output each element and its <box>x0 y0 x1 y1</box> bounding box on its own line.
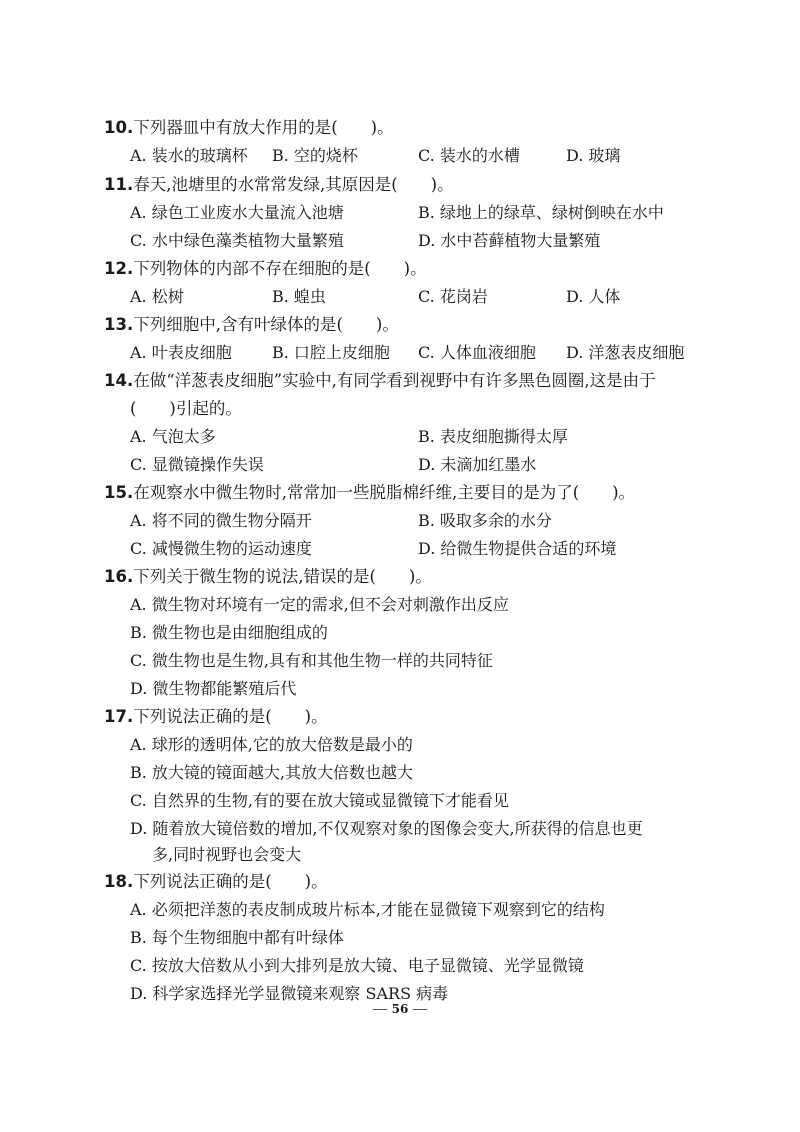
option-d: D. 给微生物提供合适的环境 <box>418 539 617 558</box>
option-b: B. 蝗虫 <box>272 287 326 306</box>
option-b: B. 绿地上的绿草、绿树倒映在水中 <box>418 203 664 222</box>
option-a: A. 将不同的微生物分隔开 <box>130 511 312 530</box>
question-stem: 下列说法正确的是( )。 <box>133 872 328 891</box>
option-c: C. 水中绿色藻类植物大量繁殖 <box>130 231 344 250</box>
question-16 <box>104 567 432 587</box>
option-c: C. 自然界的生物,有的要在放大镜或显微镜下才能看见 <box>130 791 509 810</box>
question-stem: 春天,池塘里的水常常发绿,其原因是( )。 <box>133 175 454 194</box>
question-number: 18. <box>104 872 134 891</box>
question-18 <box>104 872 328 892</box>
question-number: 13. <box>104 315 134 334</box>
option-a: A. 装水的玻璃杯 <box>130 146 248 165</box>
option-a: A. 微生物对环境有一定的需求,但不会对刺激作出反应 <box>130 595 509 614</box>
option-b: B. 吸取多余的水分 <box>418 511 552 530</box>
question-number: 11. <box>104 175 134 194</box>
option-d: D. 未滴加红墨水 <box>418 455 537 474</box>
question-number: 12. <box>104 259 134 278</box>
question-stem: 下列关于微生物的说法,错误的是( )。 <box>133 567 432 586</box>
question-15 <box>104 483 635 503</box>
option-b: B. 微生物也是由细胞组成的 <box>130 623 328 642</box>
divider <box>413 1009 427 1010</box>
option-d-continuation: 多,同时视野也会变大 <box>152 845 302 864</box>
option-a: A. 绿色工业废水大量流入池塘 <box>130 203 344 222</box>
option-b: B. 表皮细胞撕得太厚 <box>418 427 568 446</box>
question-number: 17. <box>104 707 134 726</box>
option-b: B. 每个生物细胞中都有叶绿体 <box>130 928 344 947</box>
page-number-text: 56 <box>391 1002 409 1016</box>
question-number: 16. <box>104 567 134 586</box>
question-13 <box>104 315 399 335</box>
question-stem: 下列器皿中有放大作用的是( )。 <box>133 118 394 137</box>
question-stem: 下列物体的内部不存在细胞的是( )。 <box>133 259 427 278</box>
option-c: C. 花岗岩 <box>418 287 488 306</box>
option-d: D. 科学家选择光学显微镜来观察 SARS 病毒 <box>130 984 449 1003</box>
question-stem: 在做“洋葱表皮细胞”实验中,有同学看到视野中有许多黑色圆圈,这是由于 <box>133 371 656 390</box>
option-a: A. 必须把洋葱的表皮制成玻片标本,才能在显微镜下观察到它的结构 <box>130 900 605 919</box>
option-d: D. 人体 <box>566 287 621 306</box>
option-c: C. 人体血液细胞 <box>418 343 536 362</box>
option-b: B. 空的烧杯 <box>272 146 358 165</box>
option-a: A. 叶表皮细胞 <box>130 343 232 362</box>
option-c: C. 按放大倍数从小到大排列是放大镜、电子显微镜、光学显微镜 <box>130 956 584 975</box>
option-d: D. 玻璃 <box>566 146 621 165</box>
question-stem: 下列细胞中,含有叶绿体的是( )。 <box>133 315 399 334</box>
option-d: D. 微生物都能繁殖后代 <box>130 679 297 698</box>
option-c: C. 显微镜操作失误 <box>130 455 264 474</box>
option-c: C. 微生物也是生物,具有和其他生物一样的共同特征 <box>130 651 493 670</box>
option-a: A. 气泡太多 <box>130 427 216 446</box>
question-12 <box>104 259 427 279</box>
option-c: C. 减慢微生物的运动速度 <box>130 539 312 558</box>
option-b: B. 放大镜的镜面越大,其放大倍数也越大 <box>130 763 414 782</box>
option-b: B. 口腔上皮细胞 <box>272 343 390 362</box>
option-c: C. 装水的水槽 <box>418 146 520 165</box>
option-a: A. 松树 <box>130 287 184 306</box>
question-stem: 在观察水中微生物时,常常加一些脱脂棉纤维,主要目的是为了( )。 <box>133 483 636 502</box>
question-stem: 下列说法正确的是( )。 <box>133 707 328 726</box>
question-17 <box>104 707 328 727</box>
option-d: D. 洋葱表皮细胞 <box>566 343 685 362</box>
page-number <box>0 1002 800 1016</box>
option-a: A. 球形的透明体,它的放大倍数是最小的 <box>130 735 413 754</box>
question-11 <box>104 175 454 195</box>
question-10 <box>104 118 394 138</box>
question-number: 10. <box>104 118 134 137</box>
question-stem-continuation: ( )引起的。 <box>130 399 242 418</box>
question-number: 15. <box>104 483 134 502</box>
question-14 <box>104 371 656 391</box>
option-d: D. 随着放大镜倍数的增加,不仅观察对象的图像会变大,所获得的信息也更 <box>130 819 643 838</box>
question-number: 14. <box>104 371 134 390</box>
divider <box>373 1009 387 1010</box>
option-d: D. 水中苔藓植物大量繁殖 <box>418 231 601 250</box>
